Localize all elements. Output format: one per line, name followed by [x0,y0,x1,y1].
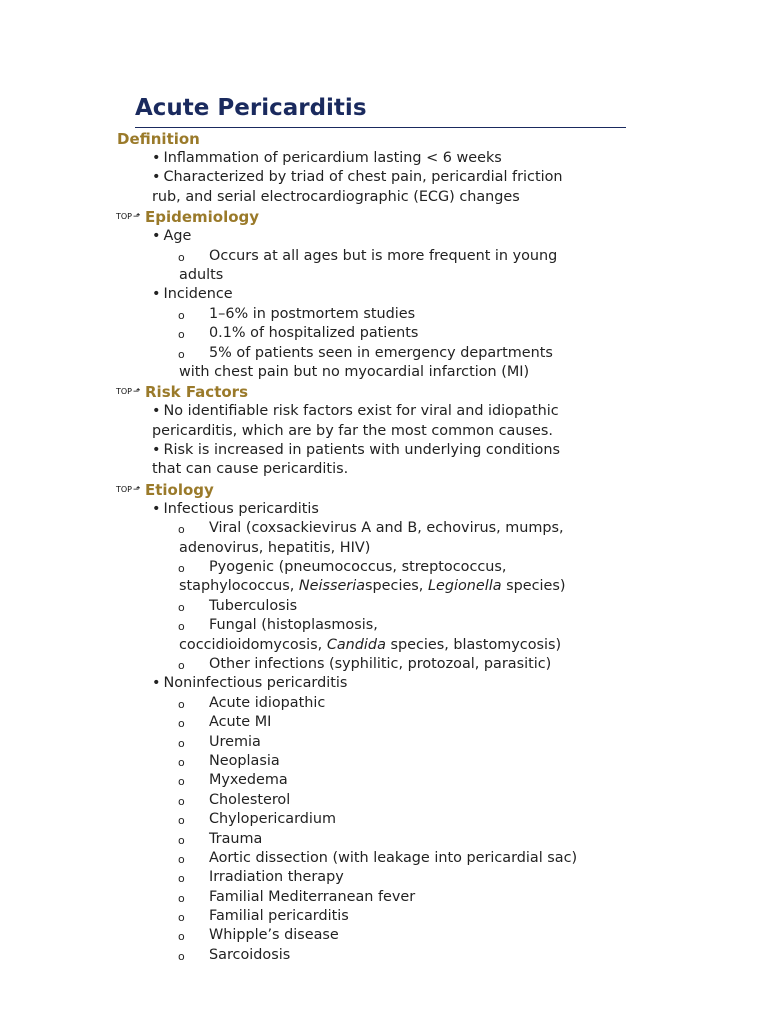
bullet-icon: • [152,500,161,517]
sub-list-item: o 5% of patients seen in emergency departments [0,344,768,363]
list-item: • Characterized by triad of chest pain, pericardial friction [152,169,563,186]
sub-list-item: o 0.1% of hospitalized patients [0,324,768,343]
list-item-continuation: rub, and serial electrocardiographic (ECG) changes [152,188,520,205]
sub-list-item: o Irradiation therapy [0,868,768,887]
sub-list-item-continuation: adults [179,266,224,283]
circle-bullet-icon: o [178,328,185,342]
heading-definition: Definition [117,130,200,148]
circle-bullet-icon: o [178,308,185,322]
bullet-icon: • [152,169,161,186]
sub-list-item: o Acute MI [0,713,768,732]
sub-list-item: o Myxedema [0,771,768,790]
sub-list-item: o Cholesterol [0,791,768,810]
section-risk-factors-header [0,382,768,402]
bullet-icon: • [152,286,161,303]
top-link[interactable]: TOP⬏ [116,484,141,495]
circle-bullet-icon: o [178,775,185,789]
sub-list-item-continuation: staphylococcus, Neisseriaspecies, Legionella species) [179,578,566,595]
heading-risk-factors: Risk Factors [145,383,249,402]
sub-list-item-continuation: coccidioidomycosis, Candida species, blastomycosis) [179,636,562,653]
sub-list-item-continuation: adenovirus, hepatitis, HIV) [179,539,371,556]
heading-etiology: Etiology [145,480,214,499]
section-definition-header [0,129,768,149]
sub-list-item: o Other infections (syphilitic, protozoal, parasitic) [0,655,768,674]
title-underline [135,127,626,128]
circle-bullet-icon: o [178,852,185,866]
section-etiology-header [0,480,768,500]
circle-bullet-icon: o [178,658,185,672]
circle-bullet-icon: o [178,833,185,847]
sub-list-item: o Neoplasia [0,752,768,771]
list-item-continuation: that can cause pericarditis. [152,461,349,478]
arrow-up-icon: ⬏ [133,387,141,398]
bullet-icon: • [152,403,161,420]
list-item-continuation: pericarditis, which are by far the most common causes. [152,422,553,439]
circle-bullet-icon: o [178,794,185,808]
sub-list-item: o Acute idiopathic [0,694,768,713]
circle-bullet-icon: o [178,347,185,361]
sub-list-item: o Chylopericardium [0,810,768,829]
circle-bullet-icon: o [178,814,185,828]
bullet-icon: • [152,150,161,166]
sub-list-item: o Tuberculosis [0,597,768,616]
sub-list-item: o Fungal (histoplasmosis, [0,616,768,635]
circle-bullet-icon: o [178,891,185,905]
bullet-icon: • [152,442,161,459]
circle-bullet-icon: o [178,523,185,537]
circle-bullet-icon: o [178,600,185,614]
sub-list-item: o Familial pericarditis [0,907,768,926]
circle-bullet-icon: o [178,911,185,925]
sub-list-item: o 1–6% in postmortem studies [0,305,768,324]
section-epidemiology-header [0,207,768,227]
list-item: • Noninfectious pericarditis [152,675,348,692]
sub-list-item: o Whipple’s disease [0,926,768,945]
sub-list-item: o Trauma [0,830,768,849]
sub-list-item: o Occurs at all ages but is more frequent in young [0,247,768,266]
page-title: Acute Pericarditis [135,95,367,121]
circle-bullet-icon: o [178,717,185,731]
circle-bullet-icon: o [178,736,185,750]
sub-list-item: o Viral (coxsackievirus A and B, echovirus, mumps, [0,519,768,538]
sub-list-item: o Sarcoidosis [0,946,768,965]
arrow-up-icon: ⬏ [133,212,141,223]
circle-bullet-icon: o [178,697,185,711]
sub-list-item: o Pyogenic (pneumococcus, streptococcus, [0,558,768,577]
top-link[interactable]: TOP⬏ [116,387,141,398]
circle-bullet-icon: o [178,755,185,769]
sub-list-item: o Uremia [0,733,768,752]
sub-list-item: o Familial Mediterranean fever [0,888,768,907]
list-item: • Age [152,228,192,245]
bullet-icon: • [152,675,161,692]
list-item: • No identifiable risk factors exist for viral and idiopathic [152,403,559,420]
circle-bullet-icon: o [178,930,185,944]
circle-bullet-icon: o [178,620,185,634]
document-content [0,129,768,965]
list-item: • Risk is increased in patients with underlying conditions [152,442,560,459]
circle-bullet-icon: o [178,949,185,963]
list-item: • Infectious pericarditis [152,500,319,517]
top-link[interactable]: TOP⬏ [116,212,141,223]
circle-bullet-icon: o [178,250,185,264]
circle-bullet-icon: o [178,872,185,886]
arrow-up-icon: ⬏ [133,484,141,495]
circle-bullet-icon: o [178,562,185,576]
bullet-icon: • [152,228,161,245]
list-item: • Incidence [152,286,233,303]
heading-epidemiology: Epidemiology [145,208,260,227]
sub-list-item: o Aortic dissection (with leakage into pericardial sac) [0,849,768,868]
sub-list-item-continuation: with chest pain but no myocardial infarction (MI) [179,363,530,380]
list-item: • Inflammation of pericardium lasting < 6 weeks [152,150,502,166]
